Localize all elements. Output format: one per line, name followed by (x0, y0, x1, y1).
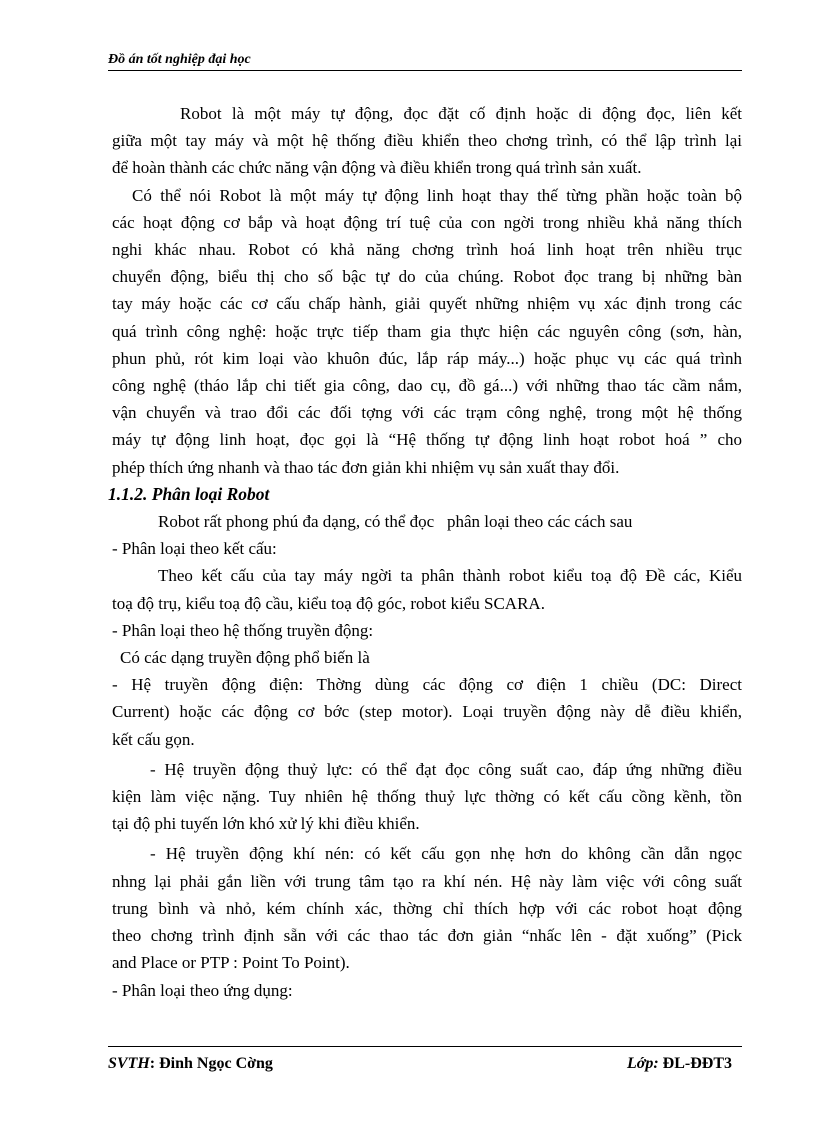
class-info (627, 1055, 732, 1073)
paragraph-1 (112, 100, 742, 182)
text-line: trung bình và nhỏ, kém chính xác, thờng chỉ thích hợp với các robot hoạt động (112, 898, 742, 918)
paragraph-7 (112, 840, 742, 976)
text-line: tại độ phi tuyến lớn khó xử lý khi điều khiển. (112, 814, 420, 834)
text-line: - Hệ truyền động thuỷ lực: có thể đạt đọc công suất cao, đáp ứng những điều (150, 759, 742, 779)
section-title: 1.1.2. Phân loại Robot (108, 483, 270, 504)
text-line: Robot là một máy tự động, đọc đặt cố định hoặc di động đọc, liên kết (180, 104, 742, 123)
text-line: Có các dạng truyền động phổ biến là (120, 648, 370, 668)
text-line: công nghệ (tháo lắp chi tiết gia công, dao cụ, đồ gá...) với những thao tác cầm nắm, (112, 376, 742, 396)
paragraph-3 (112, 508, 742, 535)
text-line: phép thích ứng nhanh và thao tác đơn giản khi nhiệm vụ sản xuất thay đổi. (112, 457, 620, 477)
text-line: tay máy hoặc các cơ cấu chấp hành, giải quyết những nhiệm vụ xác định trong các (112, 294, 742, 314)
paragraph-6 (112, 756, 742, 838)
text-line: để hoàn thành các chức năng vận động và điều khiển trong quá trình sản xuất. (112, 158, 642, 178)
paragraph-5 (112, 671, 742, 753)
paragraph-intro (112, 644, 742, 671)
text-line: phun phủ, rót kim loại vào khuôn đúc, lắp ráp máy...) hoặc phục vụ các quá trình (112, 348, 742, 368)
class-label: Lớp: (626, 1055, 659, 1072)
text-line: - Phân loại theo ứng dụng: (112, 980, 293, 1000)
text-line: theo chơng trình định sẵn với các thao tác đơn giản “nhấc lên - đặt xuống” (Pick (112, 926, 742, 946)
text-line: - Hệ truyền động khí nén: có kết cấu gọn nhẹ hơn do không cần dẫn ngọc (150, 844, 742, 864)
text-line: máy tự động linh hoạt, đọc gọi là “Hệ thống tự động linh hoạt robot hoá ” cho (112, 430, 742, 450)
text-line: Theo kết cấu của tay máy ngời ta phân thành robot kiểu toạ độ Đề các, Kiểu (158, 566, 742, 586)
text-line: - Phân loại theo kết cấu: (112, 539, 277, 559)
header-title: Đồ án tốt nghiệp đại học (108, 52, 251, 67)
text-line: kết cấu gọn. (112, 729, 195, 749)
text-line: giữa một tay máy và một hệ thống điều khiển theo chơng trình, có thể lập trình lại (112, 131, 742, 151)
text-line: nhng lại phải gắn liền với trung tâm tạo ra khí nén. Hệ này làm việc với công suất (112, 871, 742, 891)
text-line: Current) hoặc các động cơ bớc (step motor). Loại truyền động này dễ điều khiển, (112, 702, 742, 722)
class-value: ĐL-ĐĐT3 (658, 1055, 732, 1072)
page-header (108, 50, 742, 71)
document-body (108, 100, 742, 1004)
text-line: nghi khác nhau. Robot có khả năng chơng trình hoá linh hoạt trên nhiều trục (112, 240, 742, 260)
text-line: - Hệ truyền động điện: Thờng dùng các động cơ điện 1 chiều (DC: Direct (112, 675, 742, 695)
paragraph-4 (112, 562, 742, 616)
text-line: các hoạt động cơ bắp và hoạt động trí tuệ của con ngời trong nhiều khả năng thích (112, 212, 742, 232)
text-line: kiện làm việc nặng. Tuy nhiên hệ thống thuỷ lực thờng có kết cấu cồng kềnh, tồn (112, 787, 742, 807)
text-line: Robot rất phong phú đa dạng, có thể đọc phân loại theo các cách sau (158, 512, 633, 532)
text-line: Có thể nói Robot là một máy tự động linh hoạt thay thế từng phần hoặc toàn bộ (132, 185, 742, 205)
text-line: vận chuyển và trao đổi các đối tợng với các trạm công nghệ, trong một hệ thống (112, 403, 742, 423)
page-footer (108, 1046, 742, 1073)
text-line: and Place or PTP : Point To Point). (112, 953, 350, 973)
text-line: - Phân loại theo hệ thống truyền động: (112, 620, 374, 640)
text-line: chuyển động, biểu thị cho số bậc tự do của chúng. Robot đọc trang bị những bàn (112, 267, 742, 287)
paragraph-2 (112, 182, 742, 481)
svth-label: SVTH (108, 1055, 150, 1072)
list-item (112, 977, 742, 1004)
list-item (112, 535, 742, 562)
text-line: quá trình công nghệ: hoặc trực tiếp tham gia thực hiện các nguyên công (sơn, hàn, (112, 321, 742, 341)
list-item (112, 617, 742, 644)
student-name: : Đinh Ngọc Cờng (149, 1055, 273, 1072)
text-line: toạ độ trụ, kiểu toạ độ cầu, kiểu toạ độ góc, robot kiểu SCARA. (112, 593, 545, 613)
